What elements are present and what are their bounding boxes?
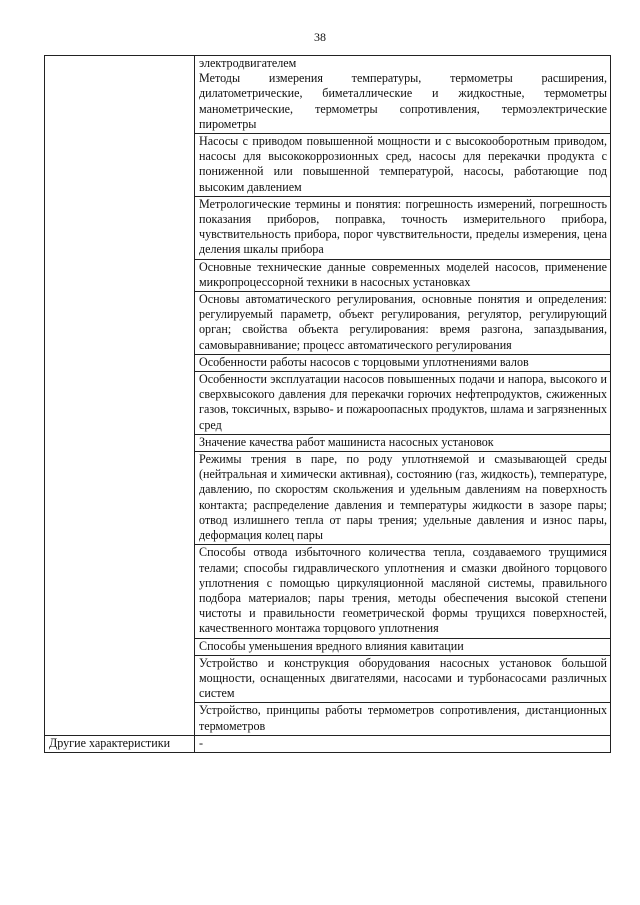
cell-text: Режимы трения в паре, по роду уплотняемой и смазывающей среды (нейтральная и химически активная), состоянию (газ, жидкость), температуре, давлению, по скоростям скольжения и удельным давлениям на поверхность контакта; распределение давления и температуры жидкости в зазоре пары; отвод излишнего тепла от пары трения; удельные давления и износ пары, деформация колец пары	[199, 452, 607, 543]
cell-text: Основы автоматического регулирования, основные понятия и определения: регулируемый параметр, объект регулирования, регулятор, регулирующий орган; свойства объекта регулирования: время разгона, запаздывания, самовыравнивание; процесс автоматического регулирования	[199, 292, 607, 352]
page-number: 38	[314, 30, 326, 44]
table-cell	[195, 354, 611, 371]
requirements-table	[44, 55, 611, 753]
cell-text: Метрологические термины и понятия: погрешность измерений, погрешность показания приборов, поправка, точность измерительного прибора, чувствительность прибора, порог чувствительности, пределы измерения, цена деления шкалы прибора	[199, 196, 607, 257]
cell-text: Основные технические данные современных моделей насосов, применение микропроцессорной техники в насосных установках	[199, 259, 607, 289]
table-cell	[195, 434, 611, 451]
cell-text: Насосы с приводом повышенной мощности и с высокооборотным приводом, насосы для высококоррозионных сред, насосы для перекачки продукта с пониженной или повышенной температурой, насосы, работающие под высоким давлением	[199, 134, 607, 194]
table-cell	[195, 655, 611, 703]
table-row	[45, 56, 611, 134]
table-cell	[195, 196, 611, 259]
table-cell	[195, 134, 611, 197]
cell-text: Способы отвода избыточного количества тепла, создаваемого трущимися телами; способы гидравлического уплотнения и смазки двойного торцового уплотнения с помощью циркуляционной масляной системы, правильного подбора материалов; пары трения, методы обеспечения высокой степени чистоты и правильности геометрической формы трущихся поверхностей, качественного монтажа торцового уплотнения	[199, 545, 607, 636]
cell-text: Способы уменьшения вредного влияния кавитации	[199, 638, 464, 653]
cell-text: Особенности эксплуатации насосов повышенных подачи и напора, высокого и сверхвысокого давления для перекачки горючих нефтепродуктов, сжиженных газов, токсичных, взрыво- и пожароопасных продуктов, шлама и загрязненных сред	[199, 372, 607, 432]
table-cell	[195, 259, 611, 291]
other-label: Другие характеристики	[49, 735, 171, 750]
table-cell	[195, 703, 611, 735]
cell-text: электродвигателем Методы измерения температуры, термометры расширения, дилатометрические, биметаллические и жидкостные, термометры манометрические, термометры сопротивления, термоэлектрические пирометры	[199, 56, 607, 131]
table-cell	[195, 638, 611, 655]
other-value: -	[199, 735, 204, 750]
cell-text: Значение качества работ машиниста насосных установок	[199, 434, 494, 449]
cell-text: Особенности работы насосов с торцовыми уплотнениями валов	[199, 354, 529, 369]
other-label-cell	[45, 735, 195, 752]
table-cell	[195, 292, 611, 355]
table-row-other	[45, 735, 611, 752]
table-cell	[195, 545, 611, 638]
other-value-cell	[195, 735, 611, 752]
table-cell	[195, 452, 611, 545]
left-column-cell	[45, 56, 195, 736]
cell-text: Устройство, принципы работы термометров сопротивления, дистанционных термометров	[199, 703, 607, 733]
table-cell	[195, 372, 611, 435]
cell-text: Устройство и конструкция оборудования насосных установок большой мощности, оснащенных двигателями, насосами и турбонасосами различных систем	[199, 655, 607, 701]
table-cell	[195, 56, 611, 134]
